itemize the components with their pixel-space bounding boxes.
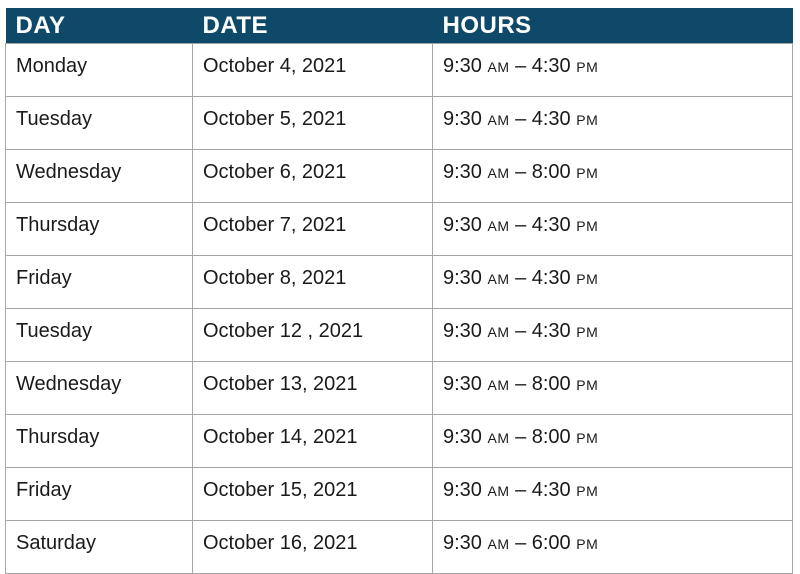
start-meridiem: AM <box>487 218 510 234</box>
end-time: 4:30 <box>531 320 571 342</box>
table-row <box>6 150 793 203</box>
date-cell: October 5, 2021 <box>193 97 433 150</box>
end-meridiem: PM <box>576 377 599 393</box>
end-meridiem: PM <box>576 59 599 75</box>
hours-separator: – <box>515 426 527 448</box>
hours-cell <box>433 203 793 256</box>
start-meridiem: AM <box>487 271 510 287</box>
end-meridiem: PM <box>576 483 599 499</box>
column-header-date: DATE <box>193 8 433 44</box>
day-cell: Thursday <box>6 203 193 256</box>
hours-cell <box>433 309 793 362</box>
date-cell: October 13, 2021 <box>193 362 433 415</box>
end-meridiem: PM <box>576 112 599 128</box>
start-time: 9:30 <box>443 55 482 77</box>
table-row <box>6 362 793 415</box>
date-cell: October 16, 2021 <box>193 521 433 574</box>
day-cell: Friday <box>6 468 193 521</box>
hours-separator: – <box>515 55 527 77</box>
end-meridiem: PM <box>576 218 599 234</box>
date-cell: October 14, 2021 <box>193 415 433 468</box>
start-time: 9:30 <box>443 214 482 236</box>
end-meridiem: PM <box>576 165 599 181</box>
column-header-day: DAY <box>6 8 193 44</box>
header-row <box>6 8 793 44</box>
end-meridiem: PM <box>576 536 599 552</box>
day-cell: Thursday <box>6 415 193 468</box>
table-row <box>6 521 793 574</box>
start-meridiem: AM <box>487 483 510 499</box>
start-time: 9:30 <box>443 267 482 289</box>
start-meridiem: AM <box>487 324 510 340</box>
hours-separator: – <box>515 161 527 183</box>
end-meridiem: PM <box>576 271 599 287</box>
start-time: 9:30 <box>443 479 482 501</box>
table-row <box>6 309 793 362</box>
table-row <box>6 415 793 468</box>
end-time: 8:00 <box>531 161 571 183</box>
hours-separator: – <box>515 479 527 501</box>
end-meridiem: PM <box>576 430 599 446</box>
start-time: 9:30 <box>443 373 482 395</box>
end-time: 8:00 <box>531 426 571 448</box>
end-time: 4:30 <box>531 479 571 501</box>
start-meridiem: AM <box>487 430 510 446</box>
start-time: 9:30 <box>443 426 482 448</box>
table-row <box>6 97 793 150</box>
hours-cell <box>433 44 793 97</box>
table-row <box>6 44 793 97</box>
start-time: 9:30 <box>443 320 482 342</box>
day-cell: Saturday <box>6 521 193 574</box>
table-row <box>6 256 793 309</box>
schedule-table-container <box>5 8 792 574</box>
end-meridiem: PM <box>576 324 599 340</box>
day-cell: Monday <box>6 44 193 97</box>
day-cell: Wednesday <box>6 362 193 415</box>
schedule-body <box>6 44 793 574</box>
start-meridiem: AM <box>487 112 510 128</box>
hours-separator: – <box>515 108 527 130</box>
day-cell: Friday <box>6 256 193 309</box>
start-time: 9:30 <box>443 532 482 554</box>
table-row <box>6 203 793 256</box>
hours-separator: – <box>515 214 527 236</box>
end-time: 6:00 <box>531 532 571 554</box>
hours-cell <box>433 150 793 203</box>
start-time: 9:30 <box>443 161 482 183</box>
end-time: 8:00 <box>531 373 571 395</box>
end-time: 4:30 <box>531 55 571 77</box>
hours-cell <box>433 468 793 521</box>
hours-separator: – <box>515 532 527 554</box>
day-cell: Tuesday <box>6 97 193 150</box>
hours-separator: – <box>515 320 527 342</box>
hours-cell <box>433 97 793 150</box>
table-row <box>6 468 793 521</box>
hours-separator: – <box>515 267 527 289</box>
day-cell: Wednesday <box>6 150 193 203</box>
hours-cell <box>433 415 793 468</box>
column-header-hours: HOURS <box>433 8 793 44</box>
schedule-table <box>5 8 793 574</box>
date-cell: October 4, 2021 <box>193 44 433 97</box>
day-cell: Tuesday <box>6 309 193 362</box>
hours-separator: – <box>515 373 527 395</box>
date-cell: October 6, 2021 <box>193 150 433 203</box>
date-cell: October 8, 2021 <box>193 256 433 309</box>
start-meridiem: AM <box>487 59 510 75</box>
start-meridiem: AM <box>487 536 510 552</box>
start-meridiem: AM <box>487 377 510 393</box>
start-meridiem: AM <box>487 165 510 181</box>
end-time: 4:30 <box>531 108 571 130</box>
hours-cell <box>433 256 793 309</box>
hours-cell <box>433 362 793 415</box>
start-time: 9:30 <box>443 108 482 130</box>
date-cell: October 15, 2021 <box>193 468 433 521</box>
end-time: 4:30 <box>531 267 571 289</box>
date-cell: October 12 , 2021 <box>193 309 433 362</box>
date-cell: October 7, 2021 <box>193 203 433 256</box>
end-time: 4:30 <box>531 214 571 236</box>
hours-cell <box>433 521 793 574</box>
